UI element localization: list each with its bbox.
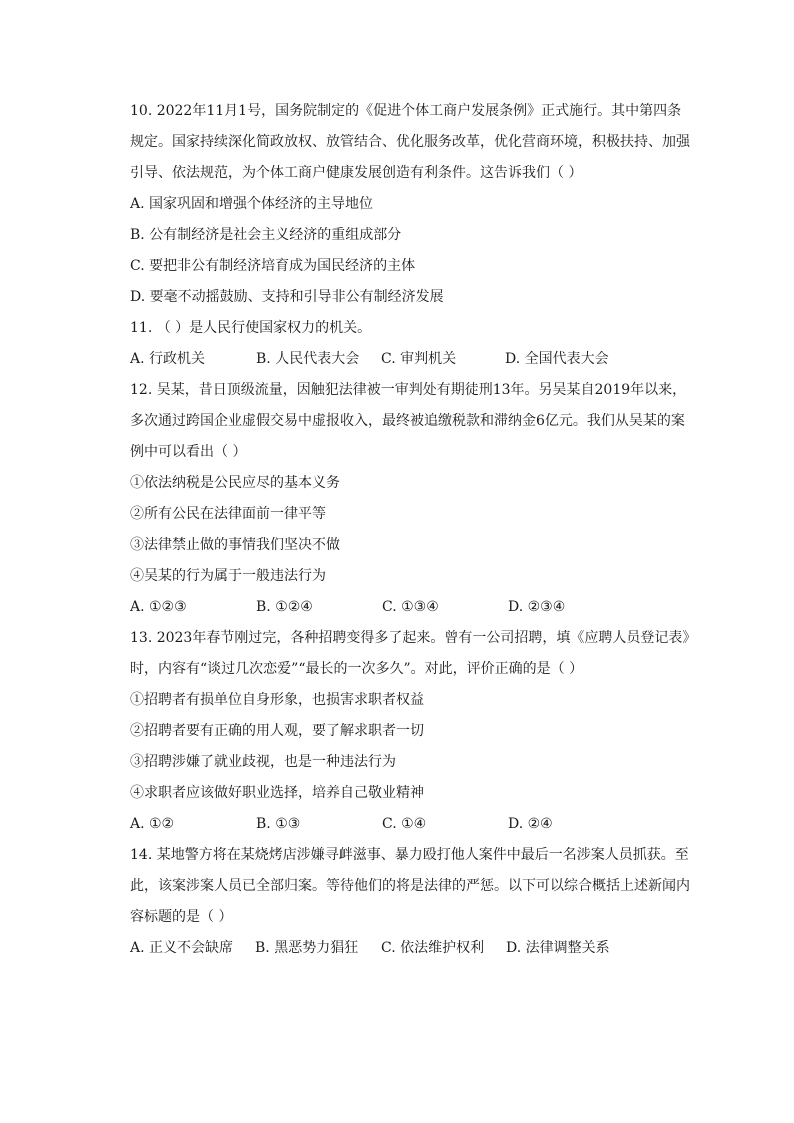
option-b: B. ①②④: [256, 599, 313, 615]
question-12: [130, 380, 710, 628]
option-c: C. ①④: [382, 816, 427, 832]
question-text-line: 此，该案涉案人员已全部归案。等待他们的将是法律的严惩。以下可以综合概括上述新闻内: [130, 878, 690, 894]
statement-4: ④吴某的行为属于一般违法行为: [130, 568, 326, 584]
option-b: B. 公有制经济是社会主义经济的重组成部分: [130, 227, 402, 243]
option-c: C. 要把非公有制经济培育成为国民经济的主体: [130, 258, 416, 274]
question-text-line: 10. 2022年11月1号，国务院制定的《促进个体工商户发展条例》正式施行。其中第四条: [130, 103, 682, 119]
question-text-line: 14. 某地警方将在某烧烤店涉嫌寻衅滋事、暴力殴打他人案件中最后一名涉案人员抓获。至: [130, 847, 689, 863]
options-row: [130, 349, 710, 380]
statement-1: ①招聘者有损单位自身形象，也损害求职者权益: [130, 692, 424, 708]
statement-1: ①依法纳税是公民应尽的基本义务: [130, 475, 340, 491]
question-text-line: 规定。国家持续深化简政放权、放管结合、优化服务改革，优化营商环境，积极扶持、加强: [130, 134, 690, 150]
question-text-line: 12. 吴某，昔日顶级流量，因触犯法律被一审判处有期徒刑13年。另吴某自2019年以来，: [130, 382, 687, 398]
option-a: A. 国家巩固和增强个体经济的主导地位: [130, 196, 374, 212]
question-13: [130, 628, 710, 845]
question-text-line: 例中可以看出（ ）: [130, 444, 247, 460]
question-text-line: 引导、依法规范，为个体工商户健康发展创造有利条件。这告诉我们（ ）: [130, 165, 583, 181]
option-b: B. 黑恶势力猖狂: [255, 940, 359, 956]
option-c: C. 依法维护权利: [381, 940, 485, 956]
option-b: B. 人民代表大会: [256, 351, 360, 367]
option-a: A. 正义不会缺席: [130, 940, 234, 956]
option-d: D. ②④: [508, 816, 553, 832]
option-d: D. ②③④: [508, 599, 566, 615]
statement-2: ②所有公民在法律面前一律平等: [130, 506, 326, 522]
options-row: [130, 938, 710, 969]
options-row: [130, 814, 710, 845]
option-b: B. ①③: [256, 816, 301, 832]
question-text-line: 13. 2023年春节刚过完，各种招聘变得多了起来。曾有一公司招聘，填《应聘人员登记表》: [130, 630, 697, 646]
question-text-line: 多次通过跨国企业虚假交易中虚报收入，最终被追缴税款和滞纳金6亿元。我们从吴某的案: [130, 413, 685, 429]
statement-3: ③法律禁止做的事情我们坚决不做: [130, 537, 340, 553]
option-d: D. 全国代表大会: [505, 351, 609, 367]
option-a: A. ①②: [130, 816, 175, 832]
question-14: [130, 845, 710, 969]
statement-3: ③招聘涉嫌了就业歧视，也是一种违法行为: [130, 754, 396, 770]
question-text-line: 容标题的是（ ）: [130, 909, 233, 925]
question-list: [130, 101, 710, 969]
question-10: [130, 101, 710, 318]
statement-4: ④求职者应该做好职业选择，培养自己敬业精神: [130, 785, 424, 801]
question-11: [130, 318, 710, 380]
options-row: [130, 597, 710, 628]
statement-2: ②招聘者要有正确的用人观，要了解求职者一切: [130, 723, 424, 739]
option-d: D. 法律调整关系: [506, 940, 610, 956]
option-c: C. 审判机关: [381, 351, 457, 367]
question-text-line: 时，内容有“谈过几次恋爱”“最长的一次多久”。对此，评价正确的是（ ）: [130, 661, 584, 677]
option-d: D. 要毫不动摇鼓励、支持和引导非公有制经济发展: [130, 289, 444, 305]
question-text-line: 11. （ ）是人民行使国家权力的机关。: [130, 320, 372, 336]
option-a: A. 行政机关: [130, 351, 206, 367]
option-c: C. ①③④: [382, 599, 439, 615]
option-a: A. ①②③: [130, 599, 187, 615]
